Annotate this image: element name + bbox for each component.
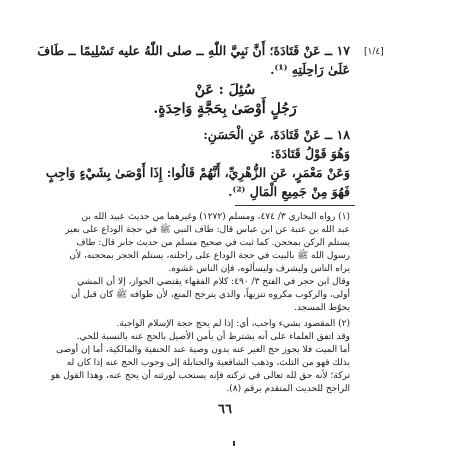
hadith-18-line-1: ١٨ ــ عَنْ قَتَادَةَ، عَنِ الْحَسَنِ: [203,127,350,142]
footnote-line: (١) رواه البخاري ٣/ ٤٧٤، ومسلم (١٢٧٢) وغيرهما من حديث عبيد الله بن [81,212,350,222]
hadith-18-line-2: وَهُوَ قَوْلُ قَتَادَةَ: [270,146,350,161]
hadith-17-line-1: ١٧ ــ عَنْ قَتَادَةَ؛ أَنَّ نَبِيَّ اللّٰهِ ــ صلى اللّٰهُ عليه تَسْلِيمًا ــ طَافَ [37,43,350,58]
page-reference: [١/٤] [364,47,384,57]
hadith-18-line-3: وَعَنْ مَعْمَرٍ، عَنِ الزُّهْرِيِّ، أَنَّهُمْ قَالُوا: إِذَا أَوْصَىٰ بِشَيْءٍ وَاجِبٍ [45,165,350,180]
hadith-18-line-4: فَهُوَ مِنْ جَمِيعِ الْمَالِ ⁽²⁾. [228,184,350,199]
footnote-line: وقد اتفق العلماء على أنه يشترط أن يأمن الأصيل بالحج عنه بالنسبة للحي. [76,332,350,342]
footnote-line: يراه الناس وليشرف وليسألوه، فإن الناس غشوه. [168,264,350,274]
footnote-line: الراجح للحديث المتقدم برقم (٨). [226,384,350,394]
footnote-line: تركة؛ لأنه حق لله تعالى في تركته فإنه يستحب لورثته أن يحج عنه، وهذا القول هو [50,371,350,381]
hadith-17-line-2: عَلَىٰ رَاحِلَتِهِ ⁽¹⁾. [270,62,350,77]
footnote-line: رسول الله ﷺ بالبيت في حجة الوداع على راحلته، يستلم الحجر بمحجنه، لأن [69,251,350,261]
footnote-line: وقال ابن حجر في الفتح ٣/ ٤٩٠: كلام الفقهاء يقتضي الجواز، إلا أن المشي [77,277,350,287]
footnote-line: أما الميت فلا يجوز حج الغير عنه بدون وصية عند الحنفية والمالكية، أما إن أوصى [56,345,350,355]
footnote-line: عبد الله بن عتبة عن ابن عباس قال: طاف النبي ﷺ في حجة الوداع على بعير [65,225,350,235]
footnote-line: أولى، والركوب مكروه تنزيهاً، والذي يترجح المنع، لأن طوافه ﷺ كان قبل أن [71,290,350,300]
chapter-heading-line-1: سُئِلَ : عَنْ [194,82,256,98]
footnote-line: يحوّط المسجد. [293,303,350,313]
footnote-line: (٢) المقصود بشيء واجب، أي: إذا لم يحج حجة الإسلام الواجبة. [116,319,350,329]
footnote-line: يستلم الركن بمحجن. كما ثبت في صحيح مسلم من حديث جابر قال: طاف [76,238,350,248]
chapter-heading-line-2: رَجُلٍ أَوْصَىٰ بِحَجَّةٍ وَاحِدَةٍ. [153,101,297,117]
page-number: ٦٦ [218,402,232,417]
footnote-separator [235,205,355,206]
footnote-line: بذلك فهو من الثلث، وذهب الشافعية والحنابلة إلى وجوب الحج عنه إذا كان له [66,358,350,368]
scan-mark [233,441,235,446]
